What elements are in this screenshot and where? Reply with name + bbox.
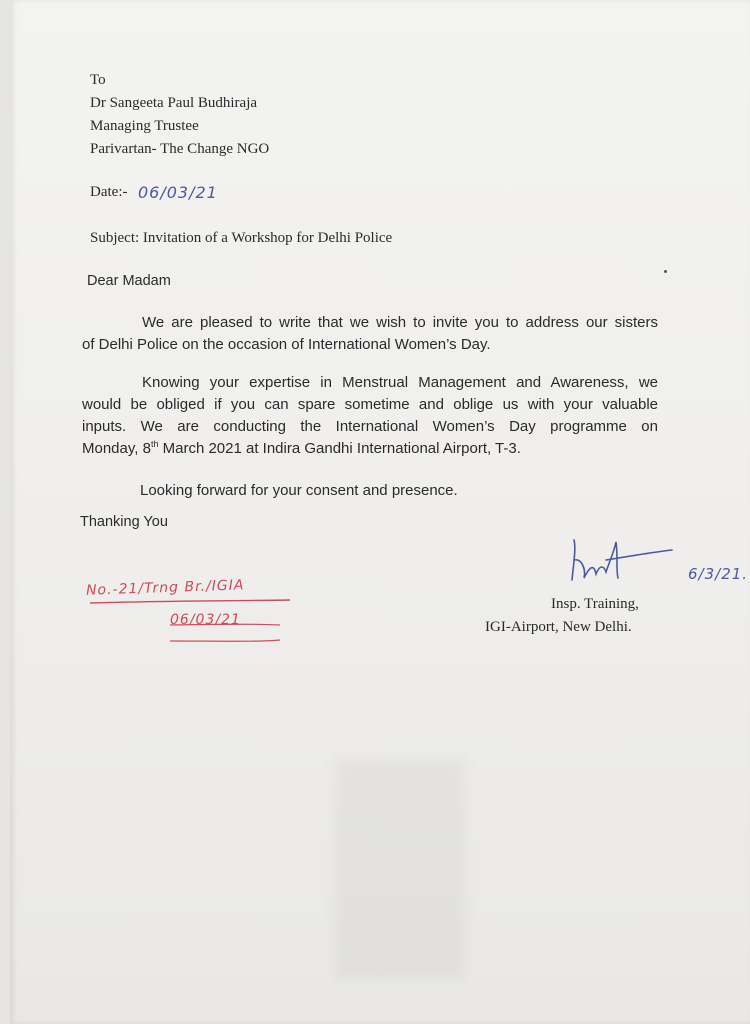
signature-date: 6/3/21. [688, 565, 749, 583]
signature [560, 530, 680, 590]
reference-number: No.-21/Trng Br./IGIA [85, 577, 245, 599]
paragraph-1-line-1: We are pleased to write that we wish to invite you to address our sisters [142, 314, 658, 331]
paragraph-2-line-2: would be obliged if you can spare sometime and oblige us with your valuable [82, 396, 658, 413]
reference-date: 06/03/21 [170, 612, 241, 628]
date-label: Date:- [90, 184, 128, 200]
ink-speck [664, 270, 667, 273]
reference-underline-3 [170, 640, 280, 641]
paragraph-2-line-3: inputs. We are conducting the International Women’s Day programme on [82, 418, 658, 435]
paragraph-2 [82, 372, 658, 460]
paragraph-2-line-1: Knowing your expertise in Menstrual Management and Awareness, we [142, 374, 658, 391]
recipient-organization: Parivartan- The Change NGO [90, 141, 270, 157]
signature-stroke [572, 540, 672, 580]
closing: Thanking You [80, 514, 168, 530]
subject-line: Subject: Invitation of a Workshop for Delhi Police [90, 230, 393, 246]
reference-underline-1 [90, 600, 290, 603]
handwritten-date: 06/03/21 [138, 183, 218, 202]
paragraph-2-line-4-start: Monday, 8 [82, 440, 151, 457]
ordinal-suffix: th [150, 439, 159, 449]
to-label: To [90, 72, 106, 88]
recipient-designation: Managing Trustee [90, 118, 199, 134]
paragraph-2-line-4 [82, 438, 658, 460]
salutation: Dear Madam [87, 273, 171, 289]
paragraph-1 [82, 312, 658, 356]
paper-shadow [335, 760, 465, 980]
paragraph-2-line-4-end: March 2021 at Indira Gandhi International Airport, T-3. [158, 440, 521, 457]
paragraph-3: Looking forward for your consent and presence. [140, 482, 458, 499]
paragraph-1-line-2: of Delhi Police on the occasion of International Women’s Day. [82, 336, 491, 353]
signatory-title: Insp. Training, [551, 596, 639, 612]
signatory-office: IGI-Airport, New Delhi. [485, 619, 632, 635]
recipient-name: Dr Sangeeta Paul Budhiraja [90, 95, 258, 111]
